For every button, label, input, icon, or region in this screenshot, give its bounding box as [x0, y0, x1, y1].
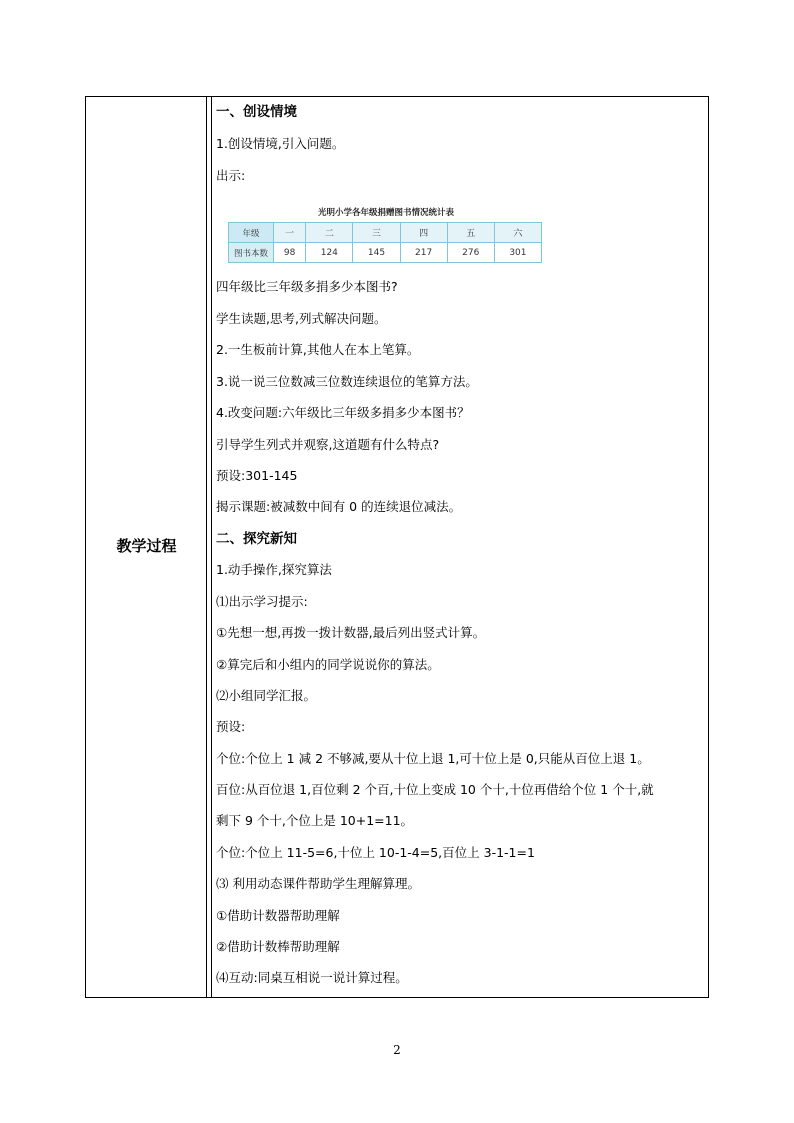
text-line: 预设: — [216, 719, 246, 734]
grade-header: 年级 — [229, 223, 274, 243]
value-cell: 276 — [447, 243, 494, 263]
content-cell — [216, 97, 704, 997]
value-cell: 301 — [494, 243, 541, 263]
text-line: 1.动手操作,探究算法 — [216, 562, 332, 577]
value-cell: 98 — [274, 243, 306, 263]
text-line: ⑵小组同学汇报。 — [216, 688, 317, 703]
text-line: 个位:个位上 1 减 2 不够减,要从十位上退 1,可十位上是 0,只能从百位上退 1。 — [216, 751, 650, 766]
section-heading: 一、创设情境 — [216, 104, 297, 120]
text-line: 2.一生板前计算,其他人在本上笔算。 — [216, 342, 420, 357]
section-label-cell — [86, 97, 207, 997]
grade-cell: 二 — [306, 223, 353, 243]
text-line: 引导学生列式并观察,这道题有什么特点? — [216, 437, 440, 452]
value-cell: 124 — [306, 243, 353, 263]
grade-cell: 六 — [494, 223, 541, 243]
text-line: ⑶ 利用动态课件帮助学生理解算理。 — [216, 876, 420, 891]
text-line: ②借助计数棒帮助理解 — [216, 939, 340, 954]
statistics-figure — [228, 206, 544, 263]
value-header: 图书本数 — [229, 243, 274, 263]
text-line: 出示: — [216, 168, 246, 183]
text-line: 3.说一说三位数减三位数连续退位的笔算方法。 — [216, 374, 478, 389]
grade-cell: 五 — [447, 223, 494, 243]
value-row — [229, 243, 542, 263]
grade-cell: 一 — [274, 223, 306, 243]
text-line: 剩下 9 个十,个位上是 10+1=11。 — [216, 813, 414, 828]
text-line: 百位:从百位退 1,百位剩 2 个百,十位上变成 10 个十,十位再借给个位 1 个十,就 — [216, 782, 654, 797]
text-line: ①先想一想,再拨一拨计数器,最后列出竖式计算。 — [216, 625, 486, 640]
value-cell: 217 — [400, 243, 447, 263]
text-line: 四年级比三年级多捐多少本图书? — [216, 279, 398, 294]
text-line: 1.创设情境,引入问题。 — [216, 136, 345, 151]
text-line: 预设:301-145 — [216, 468, 298, 483]
grade-row — [229, 223, 542, 243]
text-line: 4.改变问题:六年级比三年级多捐多少本图书？ — [216, 405, 470, 420]
statistics-title: 光明小学各年级捐赠图书情况统计表 — [317, 208, 454, 218]
text-line: ⑷互动:同桌互相说一说计算过程。 — [216, 970, 408, 985]
page-number: 2 — [393, 1043, 401, 1057]
text-line: ⑴出示学习提示: — [216, 594, 308, 609]
text-line: 揭示课题:被减数中间有 0 的连续退位减法。 — [216, 499, 462, 514]
lesson-table — [85, 96, 709, 998]
grade-cell: 四 — [400, 223, 447, 243]
text-line: ②算完后和小组内的同学说说你的算法。 — [216, 657, 440, 672]
text-line: ①借助计数器帮助理解 — [216, 908, 340, 923]
text-line: 学生读题,思考,列式解决问题。 — [216, 311, 387, 326]
grade-cell: 三 — [353, 223, 400, 243]
statistics-table — [228, 222, 542, 263]
section-heading: 二、探究新知 — [216, 531, 297, 547]
value-cell: 145 — [353, 243, 400, 263]
section-label: 教学过程 — [116, 537, 177, 555]
column-divider — [211, 97, 212, 997]
text-line: 个位:个位上 11-5=6,十位上 10-1-4=5,百位上 3-1-1=1 — [216, 845, 535, 860]
